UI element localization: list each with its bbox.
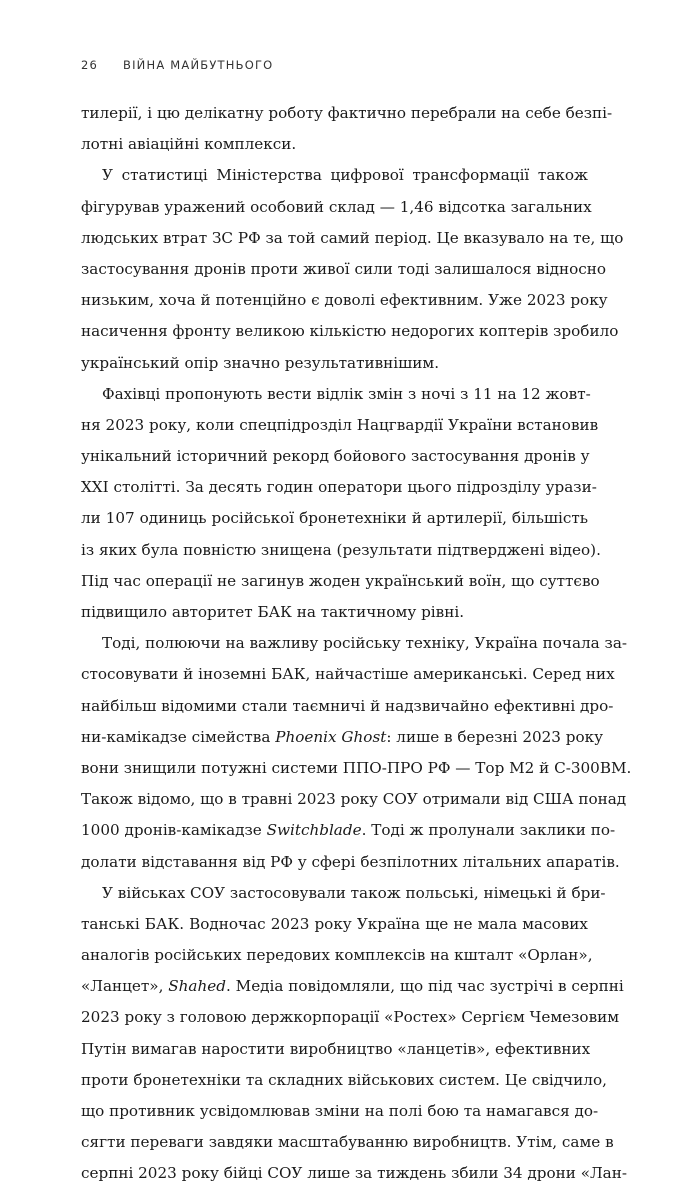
text-line xyxy=(81,192,592,223)
text-run: Путін вимагав наростити виробництво «ланцетів», ефективних xyxy=(81,1039,591,1058)
text-line xyxy=(81,878,606,909)
text-run: У військах СОУ застосовували також польські, німецькі й бри- xyxy=(102,883,606,902)
text-run: Під час операції не загинув жоден український воїн, що суттєво xyxy=(81,571,600,590)
text-line xyxy=(81,691,614,722)
text-line xyxy=(81,285,608,316)
text-line xyxy=(81,847,620,878)
text-line xyxy=(81,1065,607,1096)
text-line xyxy=(81,223,624,254)
text-run: ни-камікадзе сімейства xyxy=(81,727,276,746)
italic-term: Switchblade xyxy=(266,821,362,840)
text-run: танські БАК. Водночас 2023 року Україна ще не мала масових xyxy=(81,914,588,933)
text-line xyxy=(81,254,607,285)
text-run: долати відставання від РФ у сфері безпілотних літальних апаратів. xyxy=(81,852,620,871)
italic-term: Phoenix Ghost xyxy=(275,727,387,746)
text-run: підвищило авторитет БАК на тактичному рівні. xyxy=(81,603,465,621)
text-line xyxy=(81,441,588,472)
text-line xyxy=(81,348,588,379)
running-title: ВІЙНА МАЙБУТНЬОГО xyxy=(123,58,274,72)
text-line xyxy=(81,940,593,971)
text-run: що противник усвідомлював зміни на полі бою та намагався до- xyxy=(81,1102,599,1120)
text-run: «Ланцет», xyxy=(81,977,169,996)
text-line xyxy=(81,659,615,690)
text-line xyxy=(81,1158,627,1189)
text-run: застосування дронів проти живої сили тоді залишалося відносно xyxy=(81,259,607,278)
text-run: вони знищили потужні системи ППО-ПРО РФ — Тор М2 й С-300ВМ. xyxy=(81,758,632,777)
text-line xyxy=(81,129,588,160)
text-run: 1000 дронів-камікадзе xyxy=(81,821,267,840)
text-run: низьким, хоча й потенційно є доволі ефективним. Уже 2023 року xyxy=(81,291,608,310)
text-line xyxy=(81,1096,599,1127)
text-line xyxy=(81,597,588,628)
text-run: стосовувати й іноземні БАК, найчастіше американські. Серед них xyxy=(81,665,615,684)
text-run: ХХІ столітті. За десять годин оператори цього підрозділу урази- xyxy=(81,478,597,497)
text-run: аналогів російських передових комплексів на кшталт «Орлан», xyxy=(81,946,593,965)
text-line xyxy=(81,379,591,410)
text-run: найбільш відомими стали таємничі й надзвичайно ефективні дро- xyxy=(81,696,614,715)
text-run: сягти переваги завдяки масштабуванню виробництв. Утім, саме в xyxy=(81,1133,614,1152)
text-run: фігурував уражений особовий склад — 1,46 відсотка загальних xyxy=(81,197,592,216)
text-line xyxy=(81,971,624,1002)
text-run: Тоді, полюючи на важливу російську техніку, Україна почала за- xyxy=(102,634,628,653)
text-line xyxy=(81,535,601,566)
text-run: серпні 2023 року бійці СОУ лише за тиждень збили 34 дрони «Лан- xyxy=(81,1164,627,1183)
text-line xyxy=(81,160,588,191)
text-line xyxy=(81,1002,620,1033)
text-line xyxy=(81,503,588,534)
text-line xyxy=(81,472,597,503)
text-run: український опір значно результативнішим. xyxy=(81,353,440,372)
text-run: . Медіа повідомляли, що під час зустрічі в серпні xyxy=(225,977,624,996)
running-header xyxy=(81,58,273,72)
page-number: 26 xyxy=(81,58,99,72)
text-line xyxy=(81,784,627,815)
text-run: У статистиці Міністерства цифрової трансформації також xyxy=(102,166,588,185)
text-line xyxy=(81,1034,591,1065)
text-run: людських втрат ЗС РФ за той самий період. Це вказувало на те, що xyxy=(81,228,624,247)
text-run: із яких була повністю знищена (результати підтверджені відео). xyxy=(81,540,601,559)
text-run: ня 2023 року, коли спецпідрозділ Нацгвардії України встановив xyxy=(81,415,599,434)
text-run: унікальний історичний рекорд бойового застосування дронів у xyxy=(81,447,590,466)
text-run: ли 107 одиниць російської бронетехніки й артилерії, більшість xyxy=(81,509,588,528)
text-line xyxy=(81,753,632,784)
text-line xyxy=(81,566,600,597)
text-run: тилерії, і цю делікатну роботу фактично перебрали на себе безпі- xyxy=(81,104,613,122)
text-line xyxy=(81,316,619,347)
text-run: лотні авіаційні комплекси. xyxy=(81,135,297,154)
text-run: . Тоді ж пролунали заклики по- xyxy=(361,821,616,840)
text-run: проти бронетехніки та складних військових систем. Це свідчило, xyxy=(81,1070,607,1089)
text-line xyxy=(81,98,613,129)
text-run: Фахівці пропонують вести відлік змін з ночі з 11 на 12 жовт- xyxy=(102,384,591,403)
body-text xyxy=(81,98,632,1190)
text-line xyxy=(81,628,628,659)
text-line xyxy=(81,909,588,940)
text-run: насичення фронту великою кількістю недорогих коптерів зробило xyxy=(81,322,619,341)
text-run: : лише в березні 2023 року xyxy=(386,727,604,746)
italic-term: Shahed xyxy=(168,977,226,996)
text-run: Також відомо, що в травні 2023 року СОУ отримали від США понад xyxy=(81,790,627,809)
text-line xyxy=(81,410,599,441)
text-line xyxy=(81,1127,614,1158)
text-line xyxy=(81,722,604,753)
text-run: 2023 року з головою держкорпорації «Ростех» Сергієм Чемезовим xyxy=(81,1008,620,1027)
text-line xyxy=(81,815,616,846)
